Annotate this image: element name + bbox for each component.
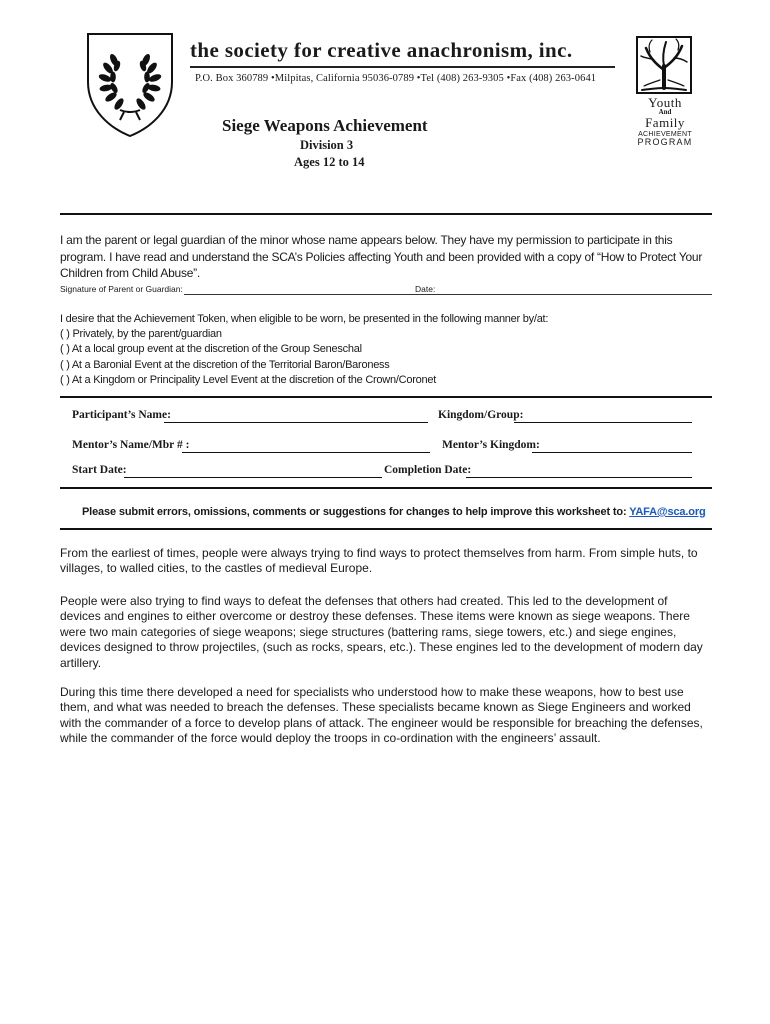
divider	[60, 528, 712, 530]
token-presentation-options	[60, 312, 712, 388]
completion-date-label: Completion Date:	[384, 464, 472, 476]
ages-label: Ages 12 to 14	[294, 155, 365, 169]
org-name: the society for creative anachronism, inc.	[190, 38, 573, 62]
mentor-name-label: Mentor’s Name/Mbr # :	[72, 439, 190, 451]
sca-shield-logo	[84, 30, 176, 138]
yafa-tree-logo	[636, 36, 692, 94]
divider	[60, 396, 712, 398]
participant-name-field[interactable]	[164, 410, 428, 423]
division-label: Division 3	[300, 138, 354, 152]
consent-statement: I am the parent or legal guardian of the minor whose name appears below. They have my permission to participate in this program. I have read and understand the SCA’s Policies affecting Youth and been provided with a copy of “How to Protect Your Children from Child Abuse”.	[60, 233, 703, 280]
mentor-name-field[interactable]	[182, 440, 430, 453]
divider	[60, 487, 712, 489]
date-field[interactable]	[444, 284, 712, 295]
yafa-family-text: Family	[645, 115, 685, 130]
org-name-rule	[190, 66, 615, 68]
body-paragraph: During this time there developed a need for specialists who understood how to make these weapons, how to best use them, and what was needed to breach the defenses. These specialists became known as Siege Engineers and worked with the commander of a force to develop plans of attack. The engineer would be responsible for breaching the defenses, while the commander of the force would deploy the troops in co-ordination with the engineers’ assault.	[60, 685, 703, 746]
start-date-field[interactable]	[124, 465, 382, 478]
token-option-local[interactable]: ( ) At a local group event at the discretion of the Group Seneschal	[60, 343, 362, 356]
kingdom-group-label: Kingdom/Group:	[438, 409, 524, 421]
yafa-youth-text: Youth	[648, 95, 682, 110]
divider	[60, 213, 712, 215]
submit-feedback-note	[82, 506, 706, 518]
signature-label: Signature of Parent or Guardian:	[60, 284, 183, 294]
participant-name-label: Participant’s Name:	[72, 409, 171, 421]
body-paragraph: From the earliest of times, people were always trying to find ways to protect themselves from harm. From simple huts, to villages, to walled cities, to the castles of medieval Europe.	[60, 546, 698, 576]
start-date-label: Start Date:	[72, 464, 127, 476]
submit-feedback-text: Please submit errors, omissions, comments or suggestions for changes to help improve this worksheet to:	[82, 506, 627, 518]
mentor-kingdom-field[interactable]	[532, 440, 692, 453]
org-address: P.O. Box 360789 •Milpitas, California 95036-0789 •Tel (408) 263-9305 •Fax (408) 263-0641	[195, 73, 597, 84]
yafa-program-text: PROGRAM	[637, 137, 693, 147]
page-title: Siege Weapons Achievement	[222, 116, 428, 135]
kingdom-group-field[interactable]	[514, 410, 692, 423]
signature-row	[60, 284, 712, 298]
token-option-baronial[interactable]: ( ) At a Baronial Event at the discretion of the Territorial Baron/Baroness	[60, 358, 390, 371]
yafa-logo-text	[630, 96, 700, 147]
yafa-achievement-text: ACHIEVEMENT	[638, 131, 692, 138]
token-option-private[interactable]: ( ) Privately, by the parent/guardian	[60, 328, 222, 341]
feedback-email-link[interactable]: YAFA@sca.org	[629, 506, 706, 518]
token-intro: I desire that the Achievement Token, when eligible to be worn, be presented in the following manner by/at:	[60, 313, 549, 325]
mentor-kingdom-label: Mentor’s Kingdom:	[442, 439, 540, 451]
completion-date-field[interactable]	[466, 465, 692, 478]
date-label: Date:	[415, 284, 436, 294]
body-paragraph: People were also trying to find ways to defeat the defenses that others had created. This led to the development of devices and engines to either overcome or destroy these defenses. These items were known as siege weapons. There were two main categories of siege weapons; siege structures (battering rams, siege towers, etc.) and siege engines, devices designed to throw projectiles, (such as rocks, spears, etc.). These engines led to the development of modern day artillery.	[60, 594, 703, 670]
yafa-and-text: And	[658, 108, 672, 116]
token-option-kingdom[interactable]: ( ) At a Kingdom or Principality Level Event at the discretion of the Crown/Coronet	[60, 373, 437, 386]
